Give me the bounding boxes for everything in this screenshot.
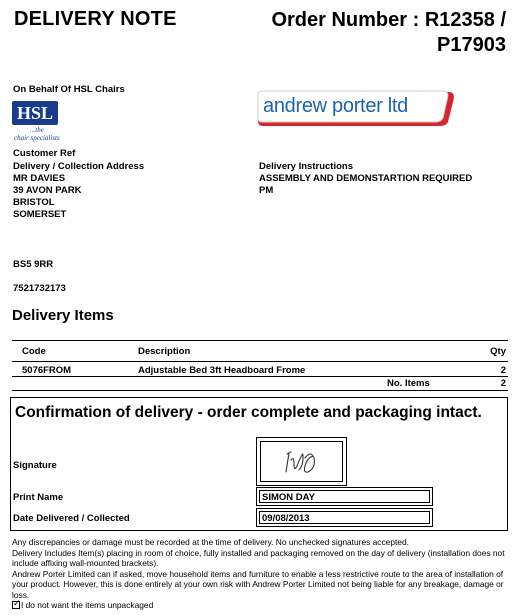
- hsl-logo-sub2: chair specialists: [14, 134, 60, 142]
- col-header-code: Code: [22, 346, 46, 357]
- table-bottom-rule: [12, 390, 508, 391]
- delivery-items-title: Delivery Items: [12, 307, 114, 324]
- delivery-address: [13, 173, 81, 221]
- table-header-rule: [12, 361, 508, 362]
- delivery-instructions-line-2: PM: [259, 185, 274, 196]
- andrew-porter-logo: [257, 88, 457, 128]
- address-line: 39 AVON PARK: [13, 185, 82, 196]
- phone-number: 7521732173: [13, 283, 66, 294]
- address-line: MR DAVIES: [13, 173, 66, 184]
- document-title: DELIVERY NOTE: [14, 8, 177, 30]
- print-name-box[interactable]: [256, 487, 433, 506]
- delivery-instructions-label: Delivery Instructions: [259, 161, 353, 172]
- address-line: SOMERSET: [13, 209, 67, 220]
- item-description: Adjustable Bed 3ft Headboard Frome: [138, 365, 306, 376]
- checkmark-icon: ✓: [13, 598, 21, 608]
- print-name-label: Print Name: [13, 492, 64, 503]
- delivery-address-label: Delivery / Collection Address: [13, 161, 145, 172]
- no-items-label: No. Items: [387, 378, 430, 389]
- delivery-instructions-line-1: ASSEMBLY AND DEMONSTARTION REQUIRED: [259, 173, 473, 184]
- hsl-logo: [12, 101, 64, 144]
- hsl-logo-text: HSL: [16, 103, 54, 123]
- postcode: BS5 9RR: [13, 259, 54, 270]
- unpack-checkbox[interactable]: [12, 598, 21, 609]
- confirmation-box: [10, 397, 508, 531]
- signature-scribble-icon: [261, 442, 344, 483]
- item-qty: 2: [500, 365, 506, 376]
- date-delivered-box[interactable]: [256, 508, 433, 527]
- item-code: 5076FROM: [22, 365, 72, 376]
- terms-line-1: Any discrepancies or damage must be recorded at the time of delivery. No unchecked signatures accepted.: [12, 537, 409, 547]
- on-behalf-label: On Behalf Of HSL Chairs: [13, 84, 125, 95]
- no-items-value: 2: [500, 378, 506, 389]
- table-row-rule: [12, 376, 508, 377]
- hsl-logo-sub1: ...the: [30, 126, 44, 134]
- terms-line-3: Andrew Porter Limited can if asked, move household items and furniture to enable a less restrictive route to the area of installation of your product. However, this is done entirely at your own risk with Andrew Porter Limited not being liable for any breakage, damage or loss.: [12, 568, 504, 600]
- date-delivered-value: 09/08/2013: [262, 513, 310, 524]
- terms-line-2: Delivery Includes Item(s) placing in room of choice, fully installed and packaging removed on the day of delivery (installation does not include affixing wall-mounted brackets).: [12, 547, 505, 568]
- signature-box[interactable]: [256, 437, 347, 486]
- unpack-option: [12, 600, 508, 611]
- signature-label: Signature: [13, 460, 57, 471]
- customer-ref-label: Customer Ref: [13, 148, 76, 159]
- col-header-qty: Qty: [490, 346, 506, 357]
- address-line: BRISTOL: [13, 197, 55, 208]
- terms-footer: [12, 537, 508, 611]
- order-number-line-1: Order Number : R12358 /: [271, 9, 506, 31]
- unpack-label: I do not want the items unpackaged: [21, 600, 154, 610]
- order-number: [236, 8, 506, 58]
- date-delivered-label: Date Delivered / Collected: [13, 513, 130, 524]
- table-top-rule: [12, 340, 508, 341]
- andrew-porter-logo-text: andrew porter ltd: [263, 95, 408, 117]
- col-header-description: Description: [138, 346, 191, 357]
- order-number-line-2: P17903: [437, 34, 506, 56]
- confirmation-title: Confirmation of delivery - order complete and packaging intact.: [15, 404, 482, 421]
- signature-area: [260, 441, 343, 482]
- print-name-value: SIMON DAY: [262, 492, 315, 503]
